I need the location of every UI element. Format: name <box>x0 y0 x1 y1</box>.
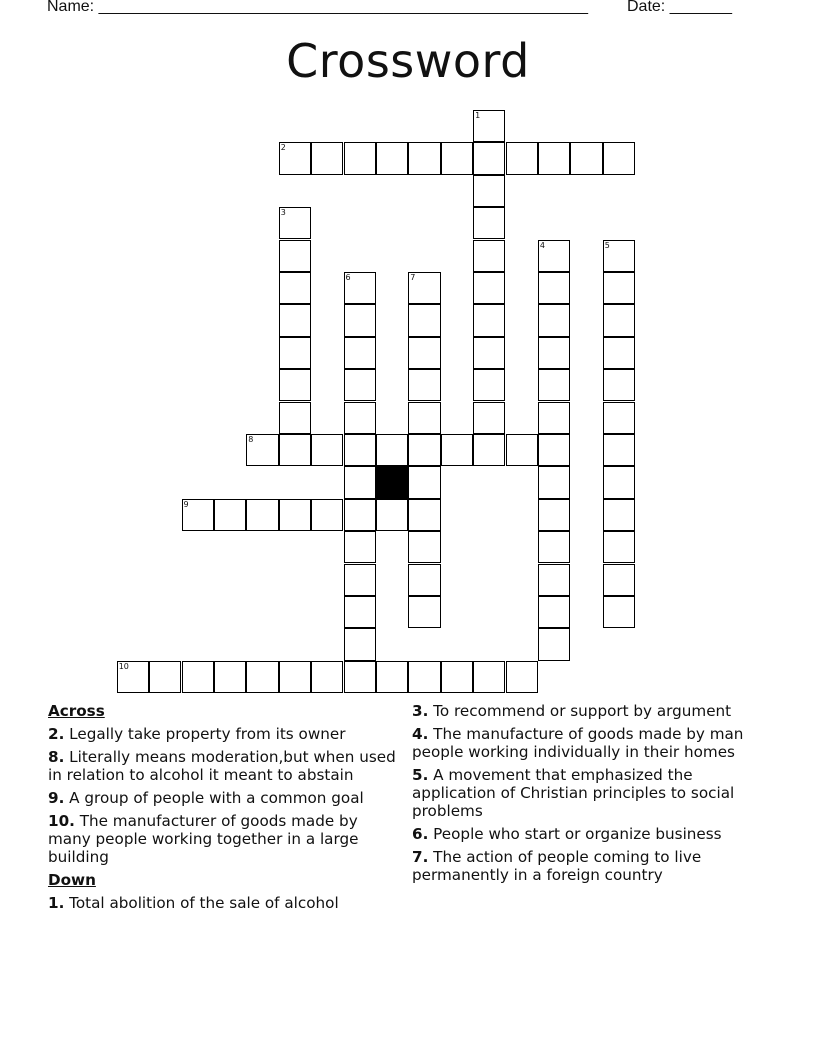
clue-across <box>48 725 400 743</box>
clue-across <box>48 812 400 866</box>
grid-cell[interactable] <box>311 434 343 466</box>
grid-cell[interactable] <box>441 142 473 174</box>
clue-down <box>412 766 772 820</box>
clue-number-label: 1 <box>475 110 481 120</box>
grid-cell[interactable] <box>344 661 376 693</box>
across-heading: Across <box>48 702 105 720</box>
grid-cell[interactable] <box>344 434 376 466</box>
grid-cell[interactable] <box>603 402 635 434</box>
clue-text: Literally means moderation,but when used in relation to alcohol it meant to abstain <box>48 748 396 784</box>
date-field[interactable]: Date: _______ <box>627 0 732 15</box>
clue-text: The action of people coming to live permanently in a foreign country <box>412 848 702 884</box>
grid-cell[interactable] <box>344 402 376 434</box>
grid-cell[interactable] <box>538 531 570 563</box>
clue-number-label: 2 <box>280 143 286 153</box>
grid-cell[interactable] <box>603 369 635 401</box>
grid-cell[interactable] <box>506 661 538 693</box>
grid-cell[interactable] <box>408 661 440 693</box>
grid-cell[interactable] <box>408 564 440 596</box>
clue-number: 2. <box>48 725 65 743</box>
grid-cell[interactable] <box>214 661 246 693</box>
grid-cell[interactable] <box>344 466 376 498</box>
grid-cell[interactable] <box>473 207 505 239</box>
grid-cell[interactable] <box>473 142 505 174</box>
grid-cell[interactable] <box>311 142 343 174</box>
down-heading: Down <box>48 871 96 889</box>
grid-cell[interactable] <box>473 402 505 434</box>
grid-cell[interactable] <box>279 304 311 336</box>
grid-cell[interactable] <box>344 337 376 369</box>
page-title: Crossword <box>286 34 530 88</box>
grid-cell[interactable] <box>344 369 376 401</box>
clue-number: 4. <box>412 725 429 743</box>
grid-cell[interactable] <box>603 337 635 369</box>
clue-down <box>48 894 400 912</box>
grid-cell[interactable] <box>603 531 635 563</box>
grid-cell[interactable] <box>279 499 311 531</box>
grid-cell[interactable] <box>473 175 505 207</box>
clue-number-label: 6 <box>345 272 351 282</box>
grid-cell[interactable] <box>473 110 505 142</box>
grid-cell[interactable] <box>538 272 570 304</box>
grid-cell[interactable] <box>473 434 505 466</box>
grid-cell[interactable] <box>538 337 570 369</box>
grid-cell[interactable] <box>408 272 440 304</box>
grid-cell[interactable] <box>473 661 505 693</box>
clue-number-label: 8 <box>248 434 254 444</box>
grid-cell[interactable] <box>408 434 440 466</box>
clue-text: People who start or organize business <box>433 825 722 843</box>
grid-cell[interactable] <box>344 628 376 660</box>
clue-number-label: 5 <box>604 240 610 250</box>
grid-cell[interactable] <box>376 661 408 693</box>
grid-cell[interactable] <box>538 466 570 498</box>
clue-down <box>412 825 772 843</box>
grid-cell[interactable] <box>149 661 181 693</box>
grid-cell[interactable] <box>408 531 440 563</box>
clue-text: Legally take property from its owner <box>69 725 346 743</box>
grid-cell[interactable] <box>408 596 440 628</box>
grid-cell[interactable] <box>344 596 376 628</box>
grid-cell[interactable] <box>344 499 376 531</box>
name-field[interactable]: Name: _______________________________________________________ <box>47 0 588 15</box>
grid-cell[interactable] <box>603 499 635 531</box>
clue-number: 6. <box>412 825 429 843</box>
grid-cell[interactable] <box>603 304 635 336</box>
grid-cell[interactable] <box>408 369 440 401</box>
clues-right-column <box>412 702 772 889</box>
grid-cell[interactable] <box>279 207 311 239</box>
grid-cell[interactable] <box>408 337 440 369</box>
clue-number: 7. <box>412 848 429 866</box>
grid-cell[interactable] <box>246 661 278 693</box>
grid-cell[interactable] <box>279 272 311 304</box>
grid-cell[interactable] <box>214 499 246 531</box>
grid-cell[interactable] <box>473 369 505 401</box>
clue-text: The manufacturer of goods made by many people working together in a large building <box>48 812 359 866</box>
grid-cell[interactable] <box>376 142 408 174</box>
grid-cell[interactable] <box>408 499 440 531</box>
grid-cell[interactable] <box>506 434 538 466</box>
clue-number-label: 4 <box>539 240 545 250</box>
grid-cell[interactable] <box>311 499 343 531</box>
grid-cell[interactable] <box>603 466 635 498</box>
grid-cell[interactable] <box>246 434 278 466</box>
clue-number-label: 3 <box>280 208 286 218</box>
grid-cell[interactable] <box>603 272 635 304</box>
clue-number: 5. <box>412 766 429 784</box>
grid-cell[interactable] <box>182 499 214 531</box>
grid-cell[interactable] <box>473 240 505 272</box>
grid-cell[interactable] <box>538 564 570 596</box>
grid-cell[interactable] <box>538 596 570 628</box>
grid-cell[interactable] <box>441 434 473 466</box>
grid-cell[interactable] <box>570 142 602 174</box>
grid-cell[interactable] <box>473 337 505 369</box>
clues-left-column <box>48 702 400 917</box>
grid-cell[interactable] <box>182 661 214 693</box>
grid-cell[interactable] <box>117 661 149 693</box>
grid-cell[interactable] <box>279 661 311 693</box>
grid-cell[interactable] <box>538 434 570 466</box>
grid-cell[interactable] <box>473 304 505 336</box>
clue-down <box>412 702 772 720</box>
grid-cell[interactable] <box>538 369 570 401</box>
grid-cell[interactable] <box>376 434 408 466</box>
clue-number-label: 10 <box>118 661 129 671</box>
grid-cell[interactable] <box>538 142 570 174</box>
grid-cell[interactable] <box>311 661 343 693</box>
grid-cell[interactable] <box>344 142 376 174</box>
grid-cell[interactable] <box>279 434 311 466</box>
clue-across <box>48 789 400 807</box>
grid-cell[interactable] <box>603 240 635 272</box>
grid-cell[interactable] <box>344 531 376 563</box>
grid-cell[interactable] <box>279 240 311 272</box>
grid-cell[interactable] <box>506 142 538 174</box>
grid-cell[interactable] <box>279 337 311 369</box>
grid-cell[interactable] <box>408 142 440 174</box>
grid-cell[interactable] <box>408 304 440 336</box>
clue-number: 9. <box>48 789 65 807</box>
clue-down <box>412 725 772 761</box>
black-cell <box>376 466 408 498</box>
grid-cell[interactable] <box>279 142 311 174</box>
grid-cell[interactable] <box>538 499 570 531</box>
grid-cell[interactable] <box>344 304 376 336</box>
clue-across <box>48 748 400 784</box>
clue-number: 1. <box>48 894 65 912</box>
grid-cell[interactable] <box>279 402 311 434</box>
grid-cell[interactable] <box>603 142 635 174</box>
grid-cell[interactable] <box>538 402 570 434</box>
grid-cell[interactable] <box>538 628 570 660</box>
clue-text: The manufacture of goods made by man people working individually in their homes <box>412 725 744 761</box>
grid-cell[interactable] <box>246 499 278 531</box>
clue-text: A group of people with a common goal <box>69 789 364 807</box>
clue-text: To recommend or support by argument <box>433 702 732 720</box>
grid-cell[interactable] <box>279 369 311 401</box>
grid-cell[interactable] <box>603 434 635 466</box>
grid-cell[interactable] <box>344 272 376 304</box>
clue-number: 3. <box>412 702 429 720</box>
grid-cell[interactable] <box>603 596 635 628</box>
grid-cell[interactable] <box>473 272 505 304</box>
grid-cell[interactable] <box>603 564 635 596</box>
clue-number-label: 9 <box>183 499 189 509</box>
grid-cell[interactable] <box>538 240 570 272</box>
grid-cell[interactable] <box>538 304 570 336</box>
grid-cell[interactable] <box>408 466 440 498</box>
clue-text: A movement that emphasized the application of Christian principles to social problems <box>412 766 735 820</box>
clue-number-label: 7 <box>410 272 416 282</box>
clue-number: 8. <box>48 748 65 766</box>
clue-text: Total abolition of the sale of alcohol <box>69 894 339 912</box>
clue-number: 10. <box>48 812 75 830</box>
clue-down <box>412 848 772 884</box>
grid-cell[interactable] <box>376 499 408 531</box>
grid-cell[interactable] <box>344 564 376 596</box>
grid-cell[interactable] <box>441 661 473 693</box>
grid-cell[interactable] <box>408 402 440 434</box>
